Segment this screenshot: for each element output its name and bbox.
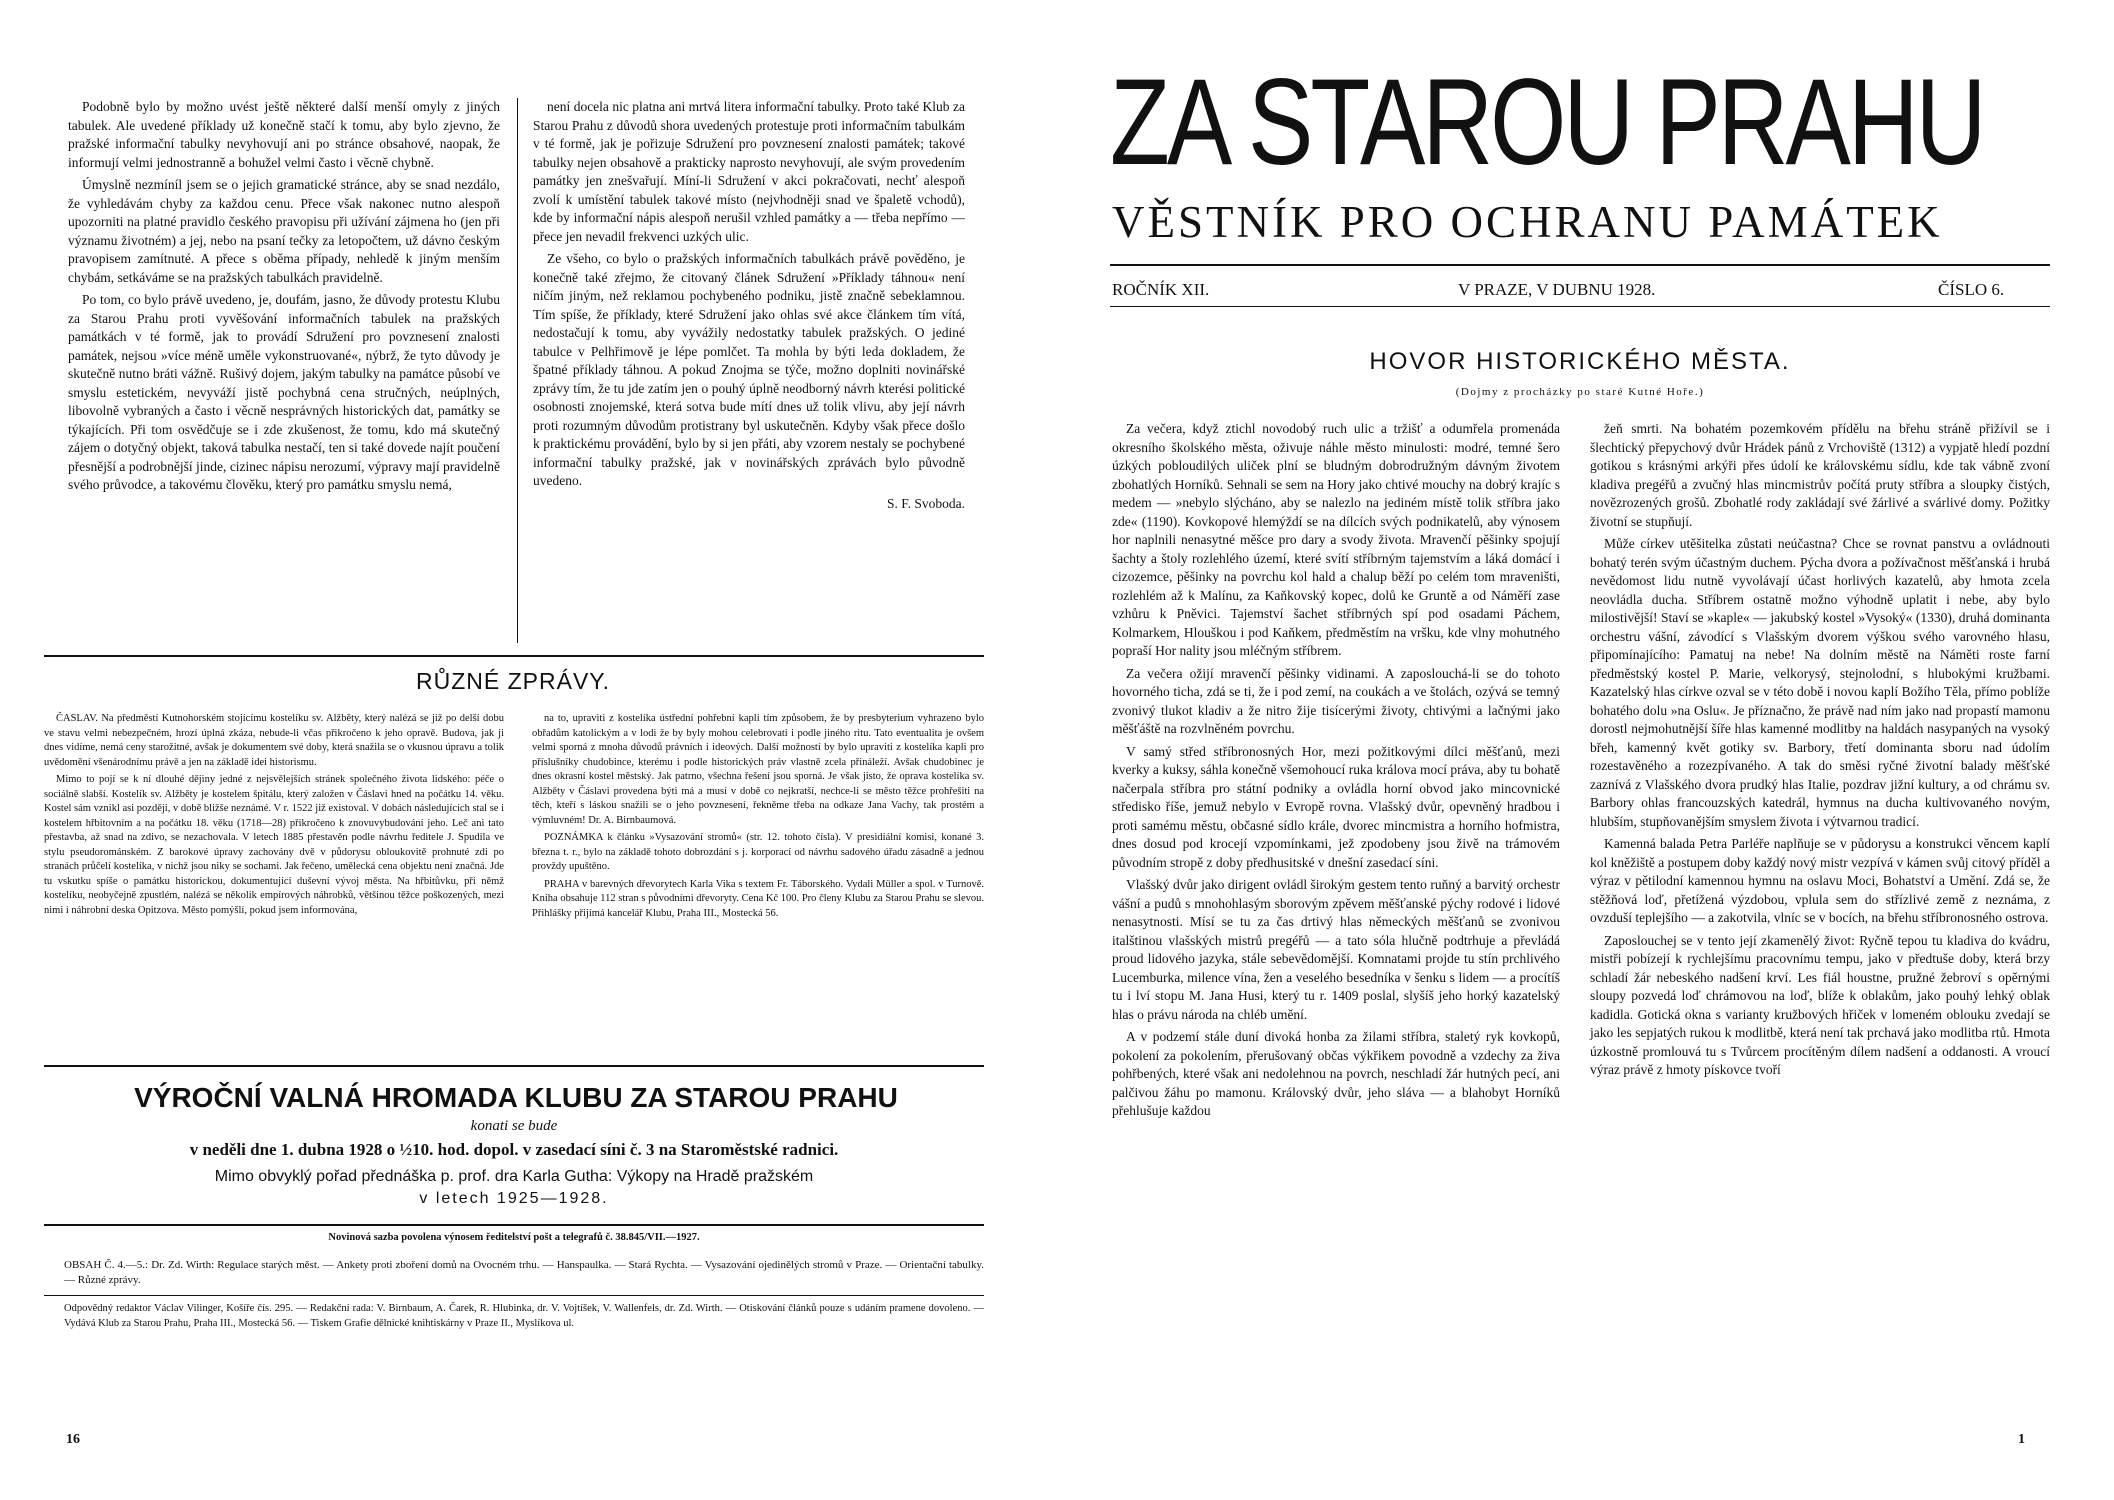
left-page bbox=[0, 0, 1030, 1500]
paragraph: Může církev utěšitelka zůstati neúčastna? Chce se rovnat panstvu a ovládnouti bohatý terén svým účastným duchem. Pýcha dvora a požívačnost měšťanská i hrubá nevědomost lidu nutně vyvolávají účast horlivých kazatelů, aby hmota zcela neovládla ducha. Stříbrem ostatně možno výhodně uplatit i nebe, aby bylo milostivější! Staví se »kaple« — jakubský kostel »Vysoký« (1330), druhá dominanta orchestru vášní, závodící s Vlašským dvorem výškou svého varovného hlasu, připomínajícího: Pamatuj na nebe! Na dolním městě na Náměti roste farní předměstský kostel P. Marie, velkorysý, stejnolodní, s hlubokými kružbami. Kazatelský hlas církve ozval se v této době i novou kaplí Božího Těla, přímo poblíže bohatého dolu »na Oslu«. Je příznačno, že právě nad ním jako nad propastí mamonu dorostl nejmohutnější šíře hlas kamenné modlitby na haldách nasypaných na vysoký břeh, kamenný květ gotiky sv. Barbory, třetí dominanta sboru nad údolím rozestavěného a rozezpívaného. A tak do směsi ryčné životní balady měšťské zaznívá z Vlašského dvora prudký hlas Italie, pozdrav jižní kultury, a od chrámu sv. Barbory ohlas francouzských katedrál, hymnus na ducha kultivovaného novým, hlubším, stupňovanějším smyslem života i výtvarnou tradicí. bbox=[1590, 536, 2050, 829]
section-rule bbox=[44, 655, 984, 657]
section-rule bbox=[44, 1295, 984, 1296]
paragraph: Za večera, když ztichl novodobý ruch ulic a tržišť a odumřela promenáda okresního školského města, oživuje náhle město minulosti: modré, temné šero úzkých pobloudilých uliček plní se bludným dobrodružným dávným životem zbohatlých Horníků. Sehnali se sem na Hory jako chtivé mouchy na dobrý krajíc s medem — »nebylo slýcháno, aby se nalezlo na jediném místě tolik stříbra jako zde« (1190). Kovkopové hlemýždí se na dílcích svých podnikatelů, aby výnosem hor naplnili nenasytné měšce pro dary a svody života. Mravenčí pěšinky spojují šachty a štoly rozlehlého území, které svítí stříbrným tajemstvím a láká domácí i cizozemce, pěšinky na povrchu kol hald a chalup běží po celém tom mraveništi, rozlehlém až k Malínu, za Kaňkovský kopec, dolů ke Gruntě a od Náměří zase vzhůru k Pněvici. Tajemství šachet stříbrných spí pod osadami Páchem, Kolmarkem, Hlouškou i pod Kaňkem, předměstím na vršku, kde vlny mohutného popraší Hor nality jsou mléčným stříbrem. bbox=[1112, 421, 1560, 658]
news-item: POZNÁMKA k článku »Vysazování stromů« (str. 12. tohoto čísla). V presidiální komisi, konané 3. března t. r., bylo na základě tohoto dobrozdání s j. korporací od návrhu sadového úřadu zásadně a jednou provždy upuštěno. bbox=[532, 832, 984, 872]
paragraph: Po tom, co bylo právě uvedeno, je, doufám, jasno, že důvody protestu Klubu za Starou Prahu proti vyvěšování informačních tabulek na pražských památkách v té formě, jak to provádí Sdružení pro povznesení znalosti památek, nejsou »více méně uměle vykonstruované«, nýbrž, že tyto důvody je skutečně nutno bráti vážně. Rušivý dojem, jakým tabulky na památce působí ve smyslu estetickém, nevyváží jistě pochybná cena stručných, neúplných, libovolně vybraných a často i věcně nesprávných historických dat, památky se týkajících. Při tom osvědčuje se i zde zkušenost, že tomu, kdo má skutečný zájem o dotyčný objekt, taková tabulka nestačí, ten si také dovede najít poučení přesnější a podrobnější jinde, cizinec nápisu nerozumí, výpravy mají pravidelně svého průvodce, a takovému člověku, který pro památku smyslu nemá, bbox=[68, 292, 500, 492]
paragraph: žeň smrti. Na bohatém pozemkovém přídělu na břehu stráně přižívil se i šlechtický přepychový dvůr Hrádek pánů z Vrchoviště (1312) a vypjatě hledí pozdní gotikou s krásnými arkýři přes údolí ke královskému sídlu, kde tak vábně zvoní kladiva pregéřů a zvučný hlas mincmistrův počítá pruty stříbra a sloupky čistých, novězrozených grošů. Zbohatlé rody zakládají své žárlivé a svárlivé domy. Požitky životní se stupňují. bbox=[1590, 421, 2050, 529]
paragraph: Za večera ožijí mravenčí pěšinky vidinami. A zaposlouchá-li se do tohoto hovorného ticha, zdá se ti, že i pod zemí, na coukách a ve štolách, ozývá se temný zvonivý tlukot kladiv a že nitro žije tisícerými životy, chtivými a lačnými jako měšťáště na rozvlněném povrchu. bbox=[1112, 665, 1560, 736]
announcement-line-1: v neděli dne 1. dubna 1928 o ½10. hod. dopol. v zasedací síni č. 3 na Staroměstské radnici. bbox=[189, 1140, 839, 1159]
masthead-subtitle: VĚSTNÍK PRO OCHRANU PAMÁTEK bbox=[1112, 197, 1943, 247]
paragraph: Úmyslně nezmíníl jsem se o jejich gramatické stránce, aby se snad nezdálo, že vyhledávám chyby za každou cenu. Přece však nakonec nutno alespoň upozorniti na platné pravidlo českého pravopisu při užívání zájmena ho (jen při významu životném) a jej, nebo na psaní tečky za letopočtem, už dávno českým pravopisem zamítnuté. A přece s oběma případy, nehledě k jiným menším chybám, setkáváme se na pražských tabulkách pravidelně. bbox=[68, 177, 500, 285]
masthead: ZA STAROU PRAHU bbox=[1110, 52, 1984, 190]
paragraph: Vlašský dvůr jako dirigent ovládl širokým gestem tento ruňný a barvitý orchestr vášní a pudů s mnohohlasým sborovým zpěvem měšťanské pýchy rodové i lidové nenasytnosti. Mísí se tu za čas drtivý hlas německých měšťanů se zvonivou italštinou vlašských mistrů pregéřů — a tato sóla hlučně podtrhuje a převládá proud lidového jazyka, stále sebevědomější. Komnatami projde tu stín prchlivého Lucemburka, milence vína, žen a veselého besedníka v šenku s lidem — a procítíš tu i lví stopu M. Jana Husi, který tu r. 1409 poslal, slyšíš jeho horký kazatelský hlas o právu národa na chléb umění. bbox=[1112, 877, 1560, 1022]
news-item: PRAHA v barevných dřevorytech Karla Vika s textem Fr. Táborského. Vydali Müller a spol. v Turnově. Kniha obsahuje 112 stran s původními dřevoryty. Cena Kč 100. Pro členy Klubu za Starou Prahu se slevou. Přihlášky přijímá kancelář Klubu, Praha III., Mostecká 56. bbox=[532, 878, 984, 919]
volume-label: ROČNÍK XII. bbox=[1112, 280, 1210, 299]
issue-number: ČÍSLO 6. bbox=[1938, 280, 2005, 299]
place-date: V PRAZE, V DUBNU 1928. bbox=[1458, 280, 1656, 299]
news-item: ČASLAV. Na předměstí Kutnohorském stojícímu kostelíku sv. Alžběty, který nalézá se již po delší dobu ve stavu velmi nebezpečném, hrozí úplná zkáza, nebude-li včas přikročeno k jeho opravě. Budova, jak ji dnes vidíme, nemá ceny starožitné, avšak je dokumentem své doby, která snažila se o vkusnou úpravu a tolik uvědomění všenárodnímu právě a jen na základě idei historismu. bbox=[44, 713, 504, 768]
paragraph: Zaposlouchej se v tento její zkamenělý život: Ryčně tepou tu kladiva do kvádru, mistři pobízejí k rychlejšímu pracovnímu tempu, jako v předtuše doby, která brzy schladí žár nebeského nadšení krví. Les fiál houstne, pružné žebroví s opěrnými sloupy pozvedá loď chrámovou na loď, blíže k oblakům, jako pouhý lehký oblak kadidla. Gotická okna s varianty kružbových hřiček v lomeném oblouku zvedají se jako les sepjatých rukou k modlitbě, která není tak prchavá jako modlitba rtů. Hmota úzkostně promlouvá tu s Tvůrcem procítěným dílem nadšení a oddanosti. A vroucí výraz právě z hmoty pískovce tvoří bbox=[1590, 932, 2050, 1077]
announcement-title: VÝROČNÍ VALNÁ HROMADA KLUBU ZA STAROU PRAHU bbox=[134, 1082, 898, 1113]
news-column-2 bbox=[532, 712, 984, 924]
news-column-1 bbox=[44, 712, 504, 921]
paragraph: Ze všeho, co bylo o pražských informačních tabulkách právě pověděno, je konečně také zřejmo, že citovaný článek Sdružení »Příklady táhnou« není ničím jiným, než reklamou pochybeného podniku, jistě značně sebeklamnou. Tím spíše, že příklady, které Sdružení jako ohlas své akce článkem tím vítá, nedostačují k tomu, aby vyvážily nedostatky tabulek pražských. O jediné tabulce v Pelhřimově je lépe pomlčet. Ta mohla by býti leda dokladem, že špatné příklady táhnou. A pokud Znojma se týče, možno doplniti novinářské zprávy tím, že tu jde zatím jen o pouhý úplně neodborný návrh kterési politické osobnosti znojemské, která sotva bude mítí dnes už tolik vlivu, aby její návrh proti rozumným důvodům protistrany byl uskutečněn. Kdyby však přece došlo k praktickému provádění, bylo by si jen přáti, aby vzorem nestaly se pochybené informační tabulky pražské, jak v novinářských zprávách bylo původně uvedeno. bbox=[533, 251, 965, 488]
news-item: Mimo to pojí se k ní dlouhé dějiny jedné z nejsvělejších stránek společného života lidského: péče o sociálně slabší. Kostelík sv. Alžběty je kostelem špitálu, který založen v Čáslavi hned na počátku 14. věku. Kostel sám vznikl asi později, v době bližše neznámé. V r. 1522 již existoval. V dobách následujících stal se i kostelem hřbitovním a na počátku 18. věku (1718—28) přikročeno k znovuvybudování jeho. Leč ani tato přestavba, až snad na zdivo, se nezachovala. V letech 1885 přestavěn podle návrhu ředitele J. Spudila ve stylu pseudorománském. Z barokové úpravy zachovány dvě v půdorysu obloukovitě prohnuté zdi po stranách průčelí kostelíka, v nichž jsou niky se sochami. Jak řečeno, umělecká cena objektu není značná. Jde tu vskutku spíše o památku historickou, dokumentující duševní vývoj města. Na hřbitůvku, při němž kostelíku, neobyčejně zpustlém, nalézá se několik empírových náhrobků, většinou těžce poškozených, mezi nimi i náhrobní deska Opitzova. Město pomýšlí, pokud jsem informována, bbox=[44, 774, 504, 916]
masthead-rule bbox=[1110, 306, 2050, 307]
paragraph: není docela nic platna ani mrtvá litera informační tabulky. Proto také Klub za Starou Prahu z důvodů shora uvedených protestuje proti informačním tabulkám v té formě, jak je pořizuje Sdružení pro povznesení znalosti památek; takové tabulky nejen obsahově a prakticky naprosto nevyhovují, ale svým provedením památky jen znešvařují. Míní-li Sdružení v akci pokračovati, nechť alespoň zvolí k umístění tabulek takové místo (nejvhodněji snad ve špaletě vchodů), kde by informační nápis alespoň nerušil vzhled památky a — třeba nepřímo — přece jen nevadil frekvenci uzkých ulic. bbox=[533, 99, 965, 244]
news-heading: RŮZNÉ ZPRÁVY. bbox=[416, 668, 611, 694]
article-title: HOVOR HISTORICKÉHO MĚSTA. bbox=[1369, 348, 1791, 375]
paragraph: A v podzemí stále duní divoká honba za žilami stříbra, staletý ryk kovkopů, pokolení za pokolením, přerušovaný občas výkřikem povodně a vzdechy za živa pohřbených, které však ani nedolehnou na povrch, neschladí žár hutných pecí, ani palčivou žáhu po mamonu. Královský dvůr, jeho sláva — a blahobyt Horníků přehlušuje každou bbox=[1112, 1029, 1560, 1118]
article-column-1 bbox=[1112, 420, 1560, 1125]
table-of-contents: OBSAH Č. 4.—5.: Dr. Zd. Wirth: Regulace starých měst. — Ankety proti zboření domů na Ovocném trhu. — Hanspaulka. — Stará Rychta. — Vysazování ojedinělých stromů v Praze. — Orientační tabulky. — Různé zprávy. bbox=[64, 1259, 984, 1286]
column-divider bbox=[517, 98, 518, 643]
page-number: 16 bbox=[66, 1432, 80, 1447]
author-signature: S. F. Svoboda. bbox=[886, 495, 965, 511]
paragraph: V samý střed stříbronosných Hor, mezi požitkovými dílci měšťanů, mezi kverky a kuksy, sáhla konečně všemohoucí ruka králova mocí práva, aby tu bohatě načerpala stříbra pro státní podniky a ovládla horní obvod jako mincovnické středisko říše, jemuž nebylo v Evropě rovna. Vlašský dvůr, opevněný hradbou i proti samému městu, občasné sídlo krále, dvorec mincmistra a horního hofmistra, dnes dosud pod krocejí vzpomínkami, jež zpodobeny jsou živě na trámovém původním stropě z doby předhusitské v dnešní zasedací síni. bbox=[1112, 743, 1560, 870]
section-rule bbox=[44, 1065, 984, 1067]
page-number: 1 bbox=[2018, 1432, 2025, 1447]
postal-note: Novinová sazba povolena výnosem ředitelství pošt a telegrafů č. 38.845/VII.—1927. bbox=[328, 1232, 700, 1243]
paragraph: Podobně bylo by možno uvést ještě některé další menší omyly z jiných tabulek. Ale uvedené příklady už konečně stačí k tomu, aby bylo zjevno, že pražské informační tabulky nevyhovují ani po stránce obsahové, naopak, že informují velmi jednostranně a bohužel velmi často i věcně chybně. bbox=[68, 99, 500, 170]
masthead-rule bbox=[1110, 264, 2050, 266]
imprint: Odpovědný redaktor Václav Vilinger, Košíře čís. 295. — Redakční rada: V. Birnbaum, A. Čarek, R. Hlubinka, dr. V. Vojtíšek, V. Wallenfels, dr. Zd. Wirth. — Otiskování článků pouze s udáním pramene dovoleno. — Vydává Klub za Starou Prahu, Praha III., Mostecká 56. — Tiskem Grafie dělnické knihtiskárny v Praze II., Myslíkova ul. bbox=[64, 1303, 984, 1329]
right-page bbox=[1090, 0, 2114, 1500]
article-column-2 bbox=[533, 98, 965, 517]
article-column-1 bbox=[68, 98, 500, 499]
announcement-line-2: Mimo obvyklý pořad přednáška p. prof. dra Karla Gutha: Výkopy na Hradě pražském bbox=[214, 1168, 814, 1185]
announcement-subtitle: konati se bude bbox=[470, 1118, 558, 1134]
section-rule bbox=[44, 1224, 984, 1226]
article-column-2 bbox=[1590, 420, 2050, 1084]
article-subtitle: (Dojmy z procházky po staré Kutné Hoře.) bbox=[1455, 386, 1705, 398]
announcement-line-3: v letech 1925—1928. bbox=[419, 1190, 609, 1207]
paragraph: Kamenná balada Petra Parléře naplňuje se v půdorysu a konstrukci věncem kaplí kol kněžiště a postupem doby každý nový mistr vezpívá v kámen svůj citový příděl a výraz v pětilodní kamennou hymnu na oslavu Moci, Bohatství a Umění. Zdá se, že stěžňová loď, přetížená výzdobou, vplula sem do střízlivé země z neznáma, z ovzduší teplejšího — a zakotvila, vlníc se v bocích, na břehu stříbronosného ostrova. bbox=[1590, 836, 2050, 925]
news-item: na to, upraviti z kostelíka ústřední pohřební kapli tím způsobem, že by presbyterium vyhrazeno bylo obřadům katolickým a v lodi že by byly mohou celebrovati i podle jiného ritu. Tato eventualita je ovšem velmi sporná z mnoha důvodů právních i ideových. Další možností by bylo upraviti z kostelíka kapli pro příslušníky chudobince, kterému i podle historických práv vlastně zcela přináleží. Avšak chudobinec je dnes okrasní kostel městský. Jak patrno, všechna řešení jsou sporná. Je však jisto, že oprava kostelíka sv. Alžběty v Čáslavi provedena býti má a musí v době co nejkratší, nechce-li se město těžce prohřešiti na těch, kteří s láskou snažili se o jeho povznesení, řekněme třeba na odkaze Jana Vachy, tak prostém a výmluvném! Dr. A. Birnbaumová. bbox=[532, 713, 984, 826]
